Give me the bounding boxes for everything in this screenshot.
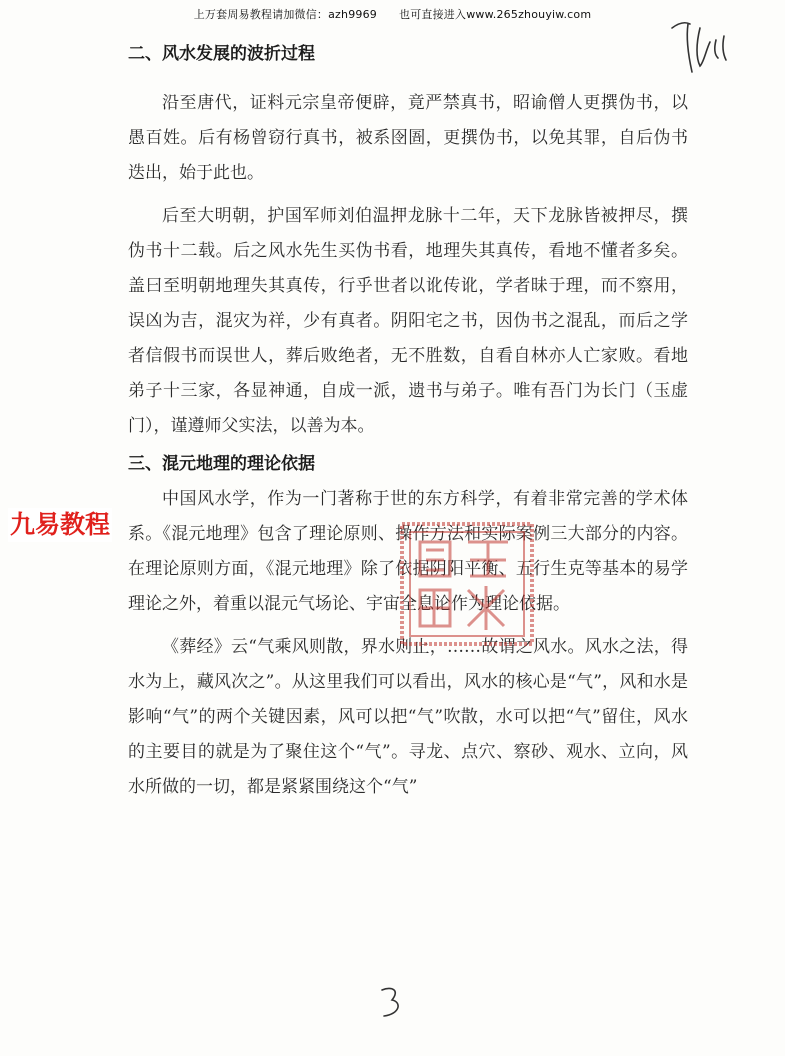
section-heading-fluctuation: 二、风水发展的波折过程: [128, 44, 315, 64]
watermark-logo-text: 九易教程: [8, 508, 112, 542]
main-content: [128, 42, 688, 813]
red-seal-stamp: [398, 520, 536, 648]
handwritten-page-number: [370, 982, 410, 1022]
header-wechat-text: 上万套周易教程请加微信：azh9969: [193, 8, 377, 21]
paragraph-ming-dynasty: 后至大明朝，护国军师刘伯温押龙脉十二年，天下龙脉皆被押尽，撰伪书十二载。后之风水先生买伪书看，地理失其真传，看地不懂者多矣。盖曰至明朝地理失其真传，行乎世者以讹传讹，学者昧于理，而不察用，误凶为吉，混灾为祥，少有真者。阴阳宅之书，因伪书之混乱，而后之学者信假书而误世人，葬后败绝者，无不胜数，自看自林亦人亡家败。看地弟子十三家，各显神通，自成一派，遗书与弟子。唯有吾门为长门（玉虚门），谨遵师父实法，以善为本。: [128, 206, 688, 436]
header-website-text: 也可直接进入www.265zhouyiw.com: [399, 8, 592, 21]
paragraph-chinese-fengshui: 中国风水学，作为一门著称于世的东方科学，有着非常完善的学术体系。《混元地理》包含了理论原则、操作方法和实际案例三大部分的内容。在理论原则方面，《混元地理》除了依据阴阳平衡、五行生克等基本的易学理论之外，着重以混元气场论、宇宙全息论作为理论依据。: [128, 489, 688, 614]
paragraph-zang-jing: 《葬经》云“气乘风则散，界水则止，……故谓之风水。风水之法，得水为上，藏风次之”。从这里我们可以看出，风水的核心是“气”，风和水是影响“气”的两个关键因素，风可以把“气”吹散，水可以把“气”留住，风水的主要目的就是为了聚住这个“气”。寻龙、点穴、察砂、观水、立向，风水所做的一切，都是紧紧围绕这个“气”: [128, 637, 688, 797]
section-heading-theory-basis: 三、混元地理的理论依据: [128, 454, 315, 474]
paragraph-tang-dynasty: 沿至唐代，证料元宗皇帝便辟，竟严禁真书，昭谕僧人更撰伪书，以愚百姓。后有杨曾窃行真书，被系囹圄，更撰伪书，以免其罪，自后伪书迭出，始于此也。: [128, 93, 688, 183]
